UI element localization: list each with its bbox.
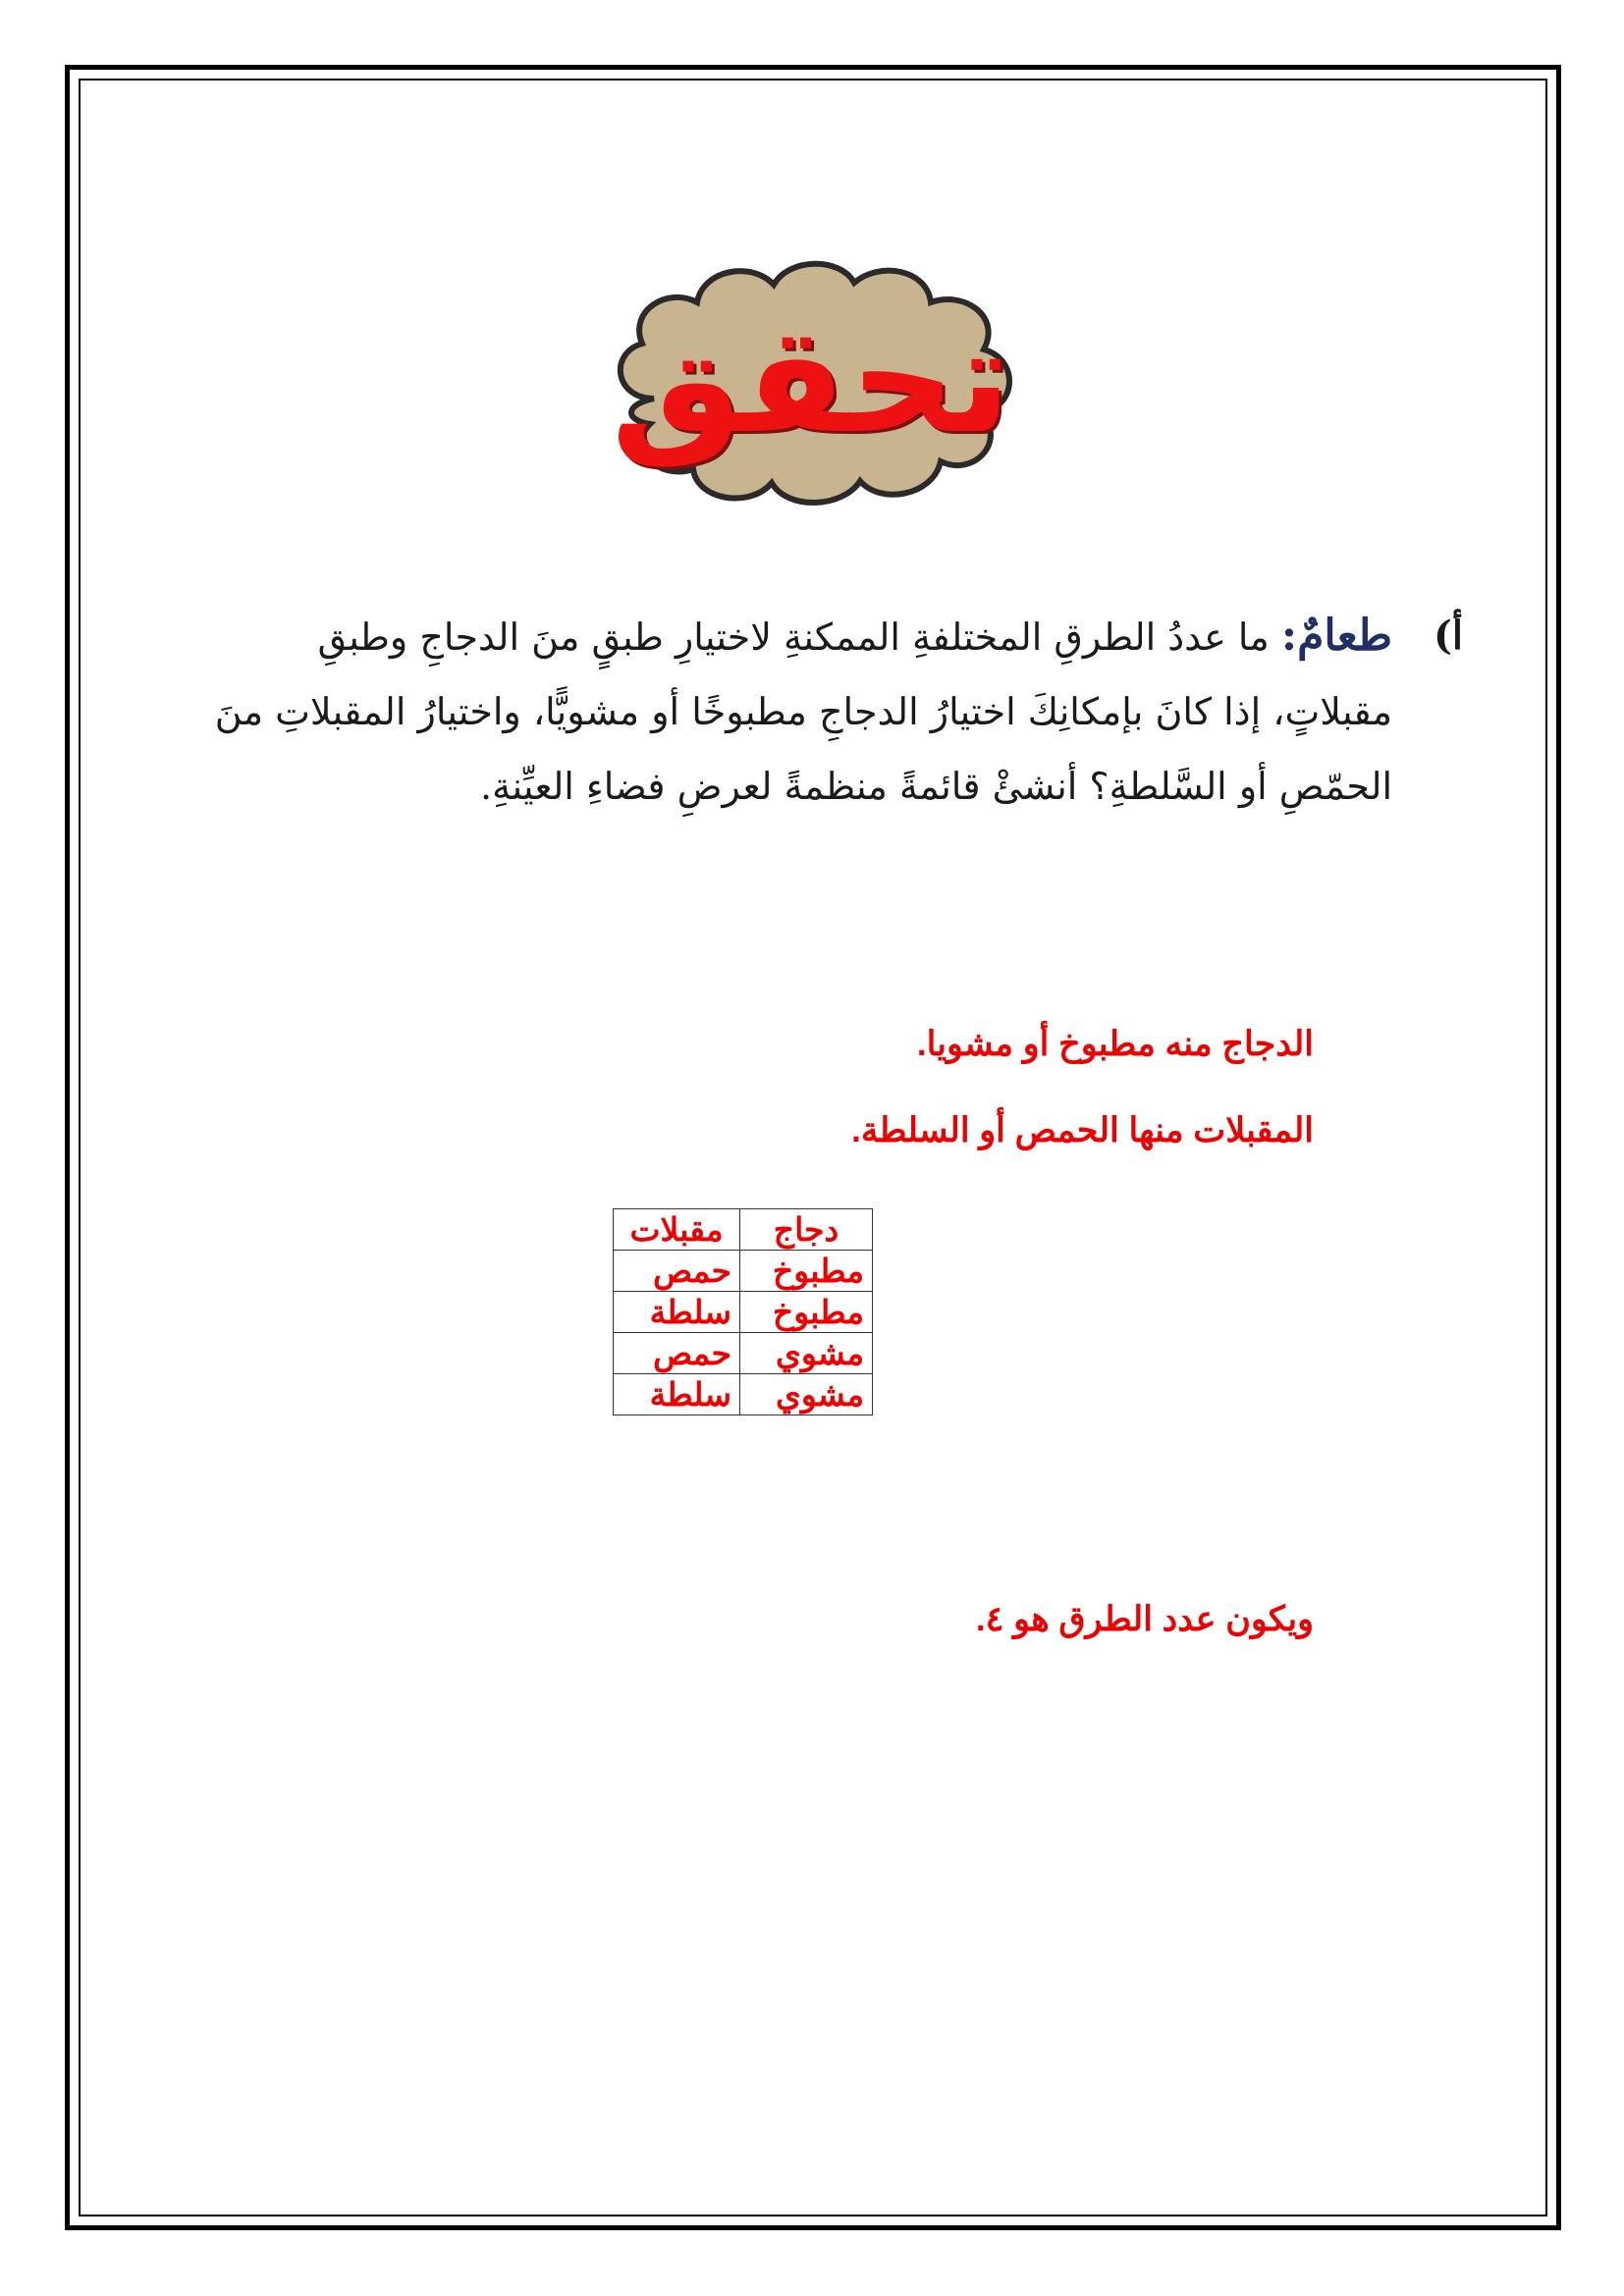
table-cell: سلطة — [614, 1374, 740, 1415]
sample-space-table — [613, 1208, 873, 1415]
table-cell: مشوي — [740, 1333, 873, 1374]
table-cell: مطبوخ — [740, 1292, 873, 1333]
table-row — [614, 1374, 873, 1415]
table-row — [614, 1292, 873, 1333]
table-row — [614, 1251, 873, 1292]
table-cell: حمص — [614, 1333, 740, 1374]
table-cell: سلطة — [614, 1292, 740, 1333]
question-text: ما عددُ الطرقِ المختلفةِ الممكنةِ لاختيارِ طبقٍ منَ الدجاجِ وطبقِ مقبلاتٍ، إذا كانَ بإمكانِكَ اختيارُ الدجاجِ مطبوخًا أو مشويًّا، واختيارُ المقبلاتِ منَ الحمّصِ أو السَّلطةِ؟ أنشئْ قائمةً منظمةً لعرضِ فضاءِ العيِّنةِ. — [214, 615, 1392, 808]
title-badge — [595, 251, 1027, 516]
question-block — [204, 599, 1463, 824]
table-header-chicken: دجاج — [740, 1209, 873, 1251]
table-header-appetizers: مقبلات — [614, 1209, 740, 1251]
table-row — [614, 1333, 873, 1374]
table-cell: مطبوخ — [740, 1251, 873, 1292]
badge-title: تحقق — [611, 295, 1011, 466]
question-letter: أ) — [1433, 613, 1463, 659]
answer-line-appetizers: المقبلات منها الحمص أو السلطة. — [851, 1111, 1314, 1149]
table-cell: حمص — [614, 1251, 740, 1292]
table-header-row — [614, 1209, 873, 1251]
answer-line-chicken: الدجاج منه مطبوخ أو مشويا. — [916, 1025, 1314, 1063]
question-keyword: طعامٌ: — [1280, 611, 1392, 661]
answer-conclusion: ويكون عدد الطرق هو ٤. — [975, 1600, 1314, 1638]
table-cell: مشوي — [740, 1374, 873, 1415]
